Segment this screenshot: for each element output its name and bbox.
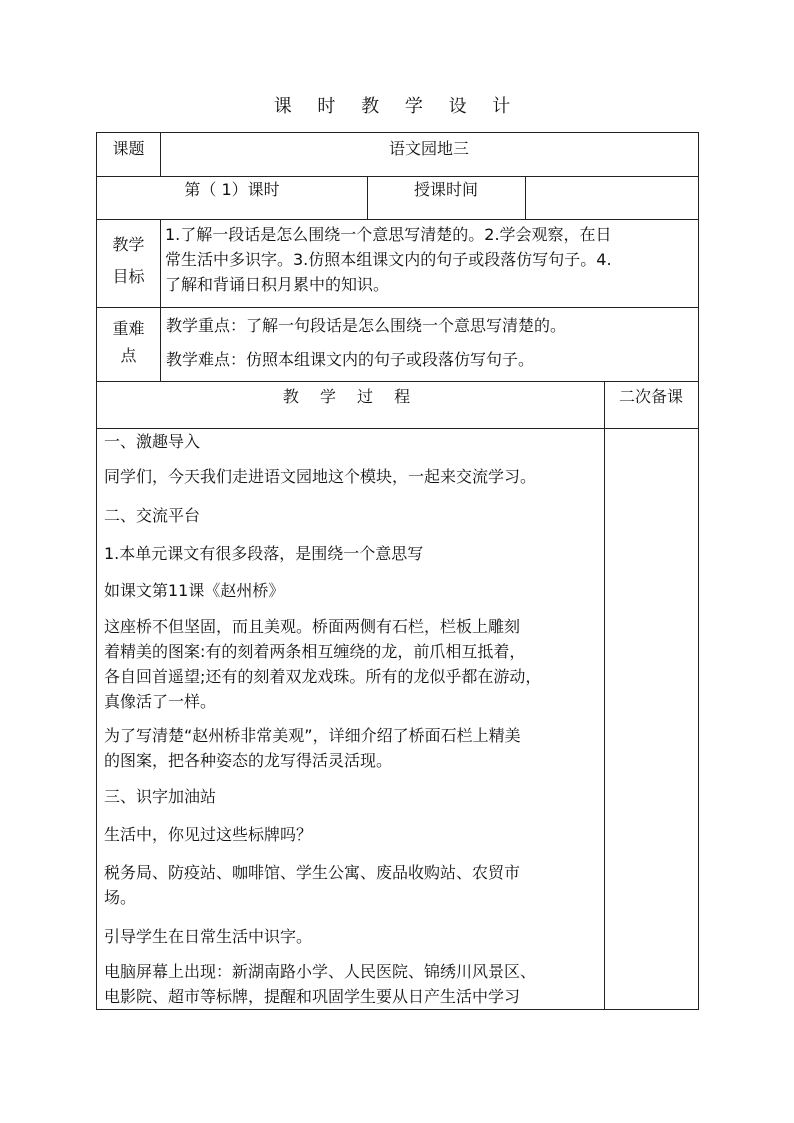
process-paragraph — [104, 614, 541, 714]
process-paragraph: 1.本单元课文有很多段落，是围绕一个意思写 — [104, 544, 424, 563]
key-points-label — [96, 307, 161, 382]
objectives-line: 常生活中多识字。3.仿照本组课文内的句子或段落仿写句子。4. — [165, 250, 612, 269]
objectives-label-line2: 目标 — [112, 267, 145, 286]
topic-label: 课题 — [96, 132, 161, 177]
process-paragraph: 生活中，你见过这些标牌吗？ — [104, 825, 313, 844]
process-line: 为了写清楚“赵州桥非常美观”，详细介绍了桥面石栏上精美 — [104, 726, 521, 745]
second-prep-content — [604, 428, 699, 1010]
process-line: 电影院、超市等标牌，提醒和巩固学生要从日产生活中学习 — [104, 987, 521, 1006]
process-line: 这座桥不但坚固，而且美观。桥面两侧有石栏，栏板上雕刻 — [104, 617, 521, 636]
process-section-heading: 二、交流平台 — [104, 506, 201, 525]
process-line: 场。 — [104, 888, 137, 907]
objectives-line: 了解和背诵日积月累中的知识。 — [165, 275, 390, 294]
process-section-heading: 三、识字加油站 — [104, 787, 217, 806]
process-paragraph: 同学们，今天我们走进语文园地这个模块，一起来交流学习。 — [104, 467, 537, 486]
page-title: 课 时 教 学 设 计 — [273, 96, 521, 117]
teaching-focus: 教学重点：了解一句段话是怎么围绕一个意思写清楚的。 — [166, 316, 567, 335]
process-content — [96, 428, 605, 1010]
process-line: 电脑屏幕上出现：新湖南路小学、人民医院、锦绣川风景区、 — [104, 962, 537, 981]
objectives-line: 1.了解一段话是怎么围绕一个意思写清楚的。2.学会观察，在日 — [165, 225, 612, 244]
process-section-heading: 一、激趣导入 — [104, 432, 201, 451]
process-header: 教 学 过 程 — [96, 381, 605, 429]
key-points-label-line2: 点 — [120, 346, 137, 365]
process-paragraph — [104, 723, 521, 773]
lesson-time-value — [525, 176, 699, 220]
process-paragraph — [104, 860, 520, 910]
objectives-content — [160, 219, 699, 308]
process-line: 的图案，把各种姿态的龙写得活灵活现。 — [104, 751, 393, 770]
process-line: 着精美的图案:有的刻着两条相互缠绕的龙，前爪相互抵着， — [104, 642, 526, 661]
lesson-time-label: 授课时间 — [367, 176, 526, 220]
process-paragraph: 如课文第11课《赵州桥》 — [104, 581, 285, 600]
topic-value: 语文园地三 — [160, 132, 699, 177]
objectives-label — [96, 219, 161, 308]
process-line: 各自回首遥望;还有的刻着双龙戏珠。所有的龙似乎都在游动， — [104, 667, 542, 686]
process-line: 真像活了一样。 — [104, 692, 217, 711]
teaching-difficulty: 教学难点：仿照本组课文内的句子或段落仿写句子。 — [166, 350, 535, 369]
lesson-period: 第（ 1）课时 — [96, 176, 368, 220]
objectives-label-line1: 教学 — [112, 235, 145, 254]
key-points-content — [160, 307, 699, 382]
process-paragraph — [104, 959, 536, 1009]
key-points-label-line1: 重难 — [112, 319, 145, 338]
second-prep-header: 二次备课 — [604, 381, 699, 429]
process-paragraph: 引导学生在日常生活中识字。 — [104, 927, 313, 946]
process-line: 税务局、防疫站、咖啡馆、学生公寓、废品收购站、农贸市 — [104, 863, 521, 882]
